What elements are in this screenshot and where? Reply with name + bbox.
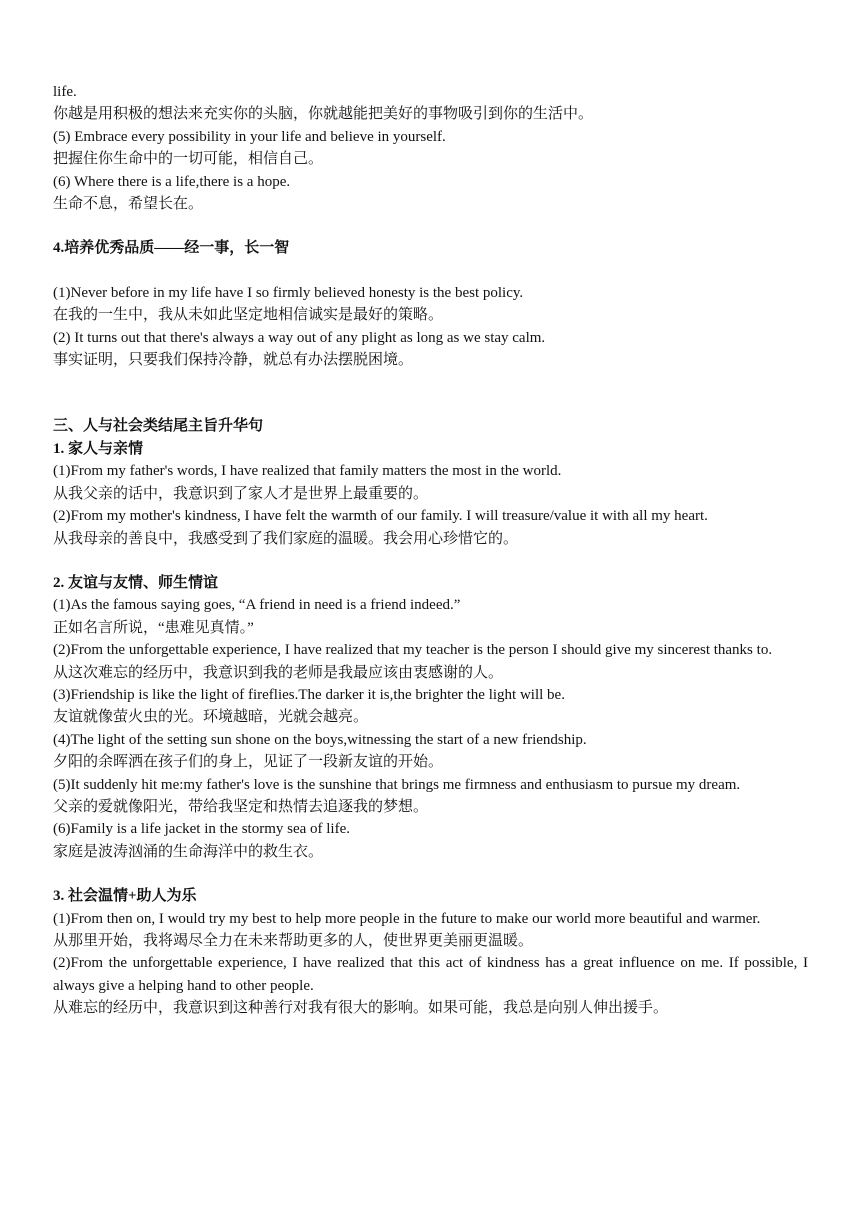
text-line: life. <box>53 84 77 100</box>
translation-line: 家庭是波涛汹涌的生命海洋中的救生衣。 <box>53 843 324 860</box>
translation-line: 把握住你生命中的一切可能，相信自己。 <box>53 151 324 168</box>
translation-line: 从我父亲的话中，我意识到了家人才是世界上最重要的。 <box>53 485 429 502</box>
document-body <box>53 81 808 1020</box>
section-heading: 3. 社会温情+助人为乐 <box>53 888 197 905</box>
translation-line: 事实证明，只要我们保持冷静，就总有办法摆脱困境。 <box>53 352 414 369</box>
sentence-item: (5)It suddenly hit me:my father's love is the sunshine that brings me firmness and enthusiasm to pursue my dream. <box>53 776 741 793</box>
sentence-item: (2)From my mother's kindness, I have felt the warmth of our family. I will treasure/value it with all my heart. <box>53 508 708 525</box>
section-heading: 4.培养优秀品质——经一事，长一智 <box>53 240 290 257</box>
sentence-item: (5) Embrace every possibility in your life and believe in yourself. <box>53 128 446 145</box>
translation-line: 在我的一生中，我从未如此坚定地相信诚实是最好的策略。 <box>53 307 444 324</box>
sentence-item: (2)From the unforgettable experience, I have realized that my teacher is the person I should give my sincerest thanks to. <box>53 642 773 659</box>
translation-line: 从我母亲的善良中，我感受到了我们家庭的温暖。我会用心珍惜它的。 <box>53 530 519 547</box>
translation-line: 从那里开始，我将竭尽全力在未来帮助更多的人，使世界更美丽更温暖。 <box>53 933 534 949</box>
sentence-item: (1)From my father's words, I have realized that family matters the most in the world. <box>53 463 562 480</box>
sentence-item: (2)From the unforgettable experience, I have realized that this act of kindness has a great influence on me. If possible, I always give a helping hand to other people. <box>53 955 808 994</box>
sentence-item: (6)Family is a life jacket in the stormy sea of life. <box>53 821 350 838</box>
part-title: 三、人与社会类结尾主旨升华句 <box>53 418 264 435</box>
sentence-item: (1)As the famous saying goes, “A friend in need is a friend indeed.” <box>53 597 461 614</box>
translation-line: 从难忘的经历中，我意识到这种善行对我有很大的影响。如果可能，我总是向别人伸出援手。 <box>53 1000 669 1017</box>
sentence-item: (1)From then on, I would try my best to help more people in the future to make our world more beautiful and warmer. <box>53 910 761 927</box>
translation-line: 生命不息，希望长在。 <box>53 196 204 213</box>
sentence-item: (4)The light of the setting sun shone on the boys,witnessing the start of a new friendship. <box>53 731 587 748</box>
sentence-item: (2) It turns out that there's always a way out of any plight as long as we stay calm. <box>53 329 546 346</box>
sentence-item: (6) Where there is a life,there is a hope. <box>53 173 291 190</box>
translation-line: 正如名言所说，“患难见真情。” <box>53 619 254 636</box>
sentence-item: (3)Friendship is like the light of fireflies.The darker it is,the brighter the light will be. <box>53 686 565 703</box>
translation-line: 夕阳的余晖洒在孩子们的身上，见证了一段新友谊的开始。 <box>53 754 444 771</box>
translation-line: 你越是用积极的想法来充实你的头脑，你就越能把美好的事物吸引到你的生活中。 <box>53 106 594 123</box>
translation-line: 从这次难忘的经历中，我意识到我的老师是我最应该由衷感谢的人。 <box>53 664 504 681</box>
sentence-item: (1)Never before in my life have I so firmly believed honesty is the best policy. <box>53 284 524 301</box>
translation-line: 父亲的爱就像阳光，带给我坚定和热情去追逐我的梦想。 <box>53 798 429 815</box>
section-heading: 2. 友谊与友情、师生情谊 <box>53 574 219 591</box>
section-heading: 1. 家人与亲情 <box>53 440 144 457</box>
translation-line: 友谊就像萤火虫的光。环境越暗，光就会越亮。 <box>53 709 369 726</box>
